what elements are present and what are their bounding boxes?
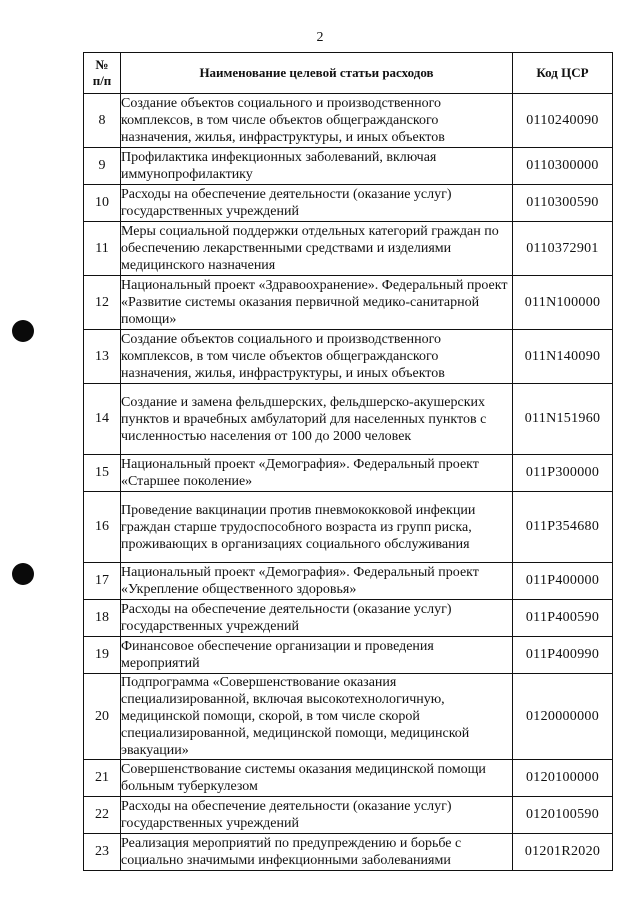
row-name: Создание и замена фельдшерских, фельдшерско-акушерских пунктов и врачебных амбулаторий для населенных пунктов с численностью населения от 100 до 2000 человек — [121, 384, 513, 455]
row-code: 011N151960 — [513, 384, 613, 455]
header-name: Наименование целевой статьи расходов — [121, 53, 513, 94]
row-number: 20 — [84, 674, 121, 760]
table-header-row — [84, 53, 613, 94]
header-code: Код ЦСР — [513, 53, 613, 94]
row-number: 22 — [84, 797, 121, 834]
row-code: 0120100000 — [513, 760, 613, 797]
table-row — [84, 330, 613, 384]
row-code: 01201R2020 — [513, 834, 613, 871]
table-row — [84, 637, 613, 674]
row-code: 011N140090 — [513, 330, 613, 384]
table-row — [84, 384, 613, 455]
table-row — [84, 455, 613, 492]
row-number: 10 — [84, 185, 121, 222]
table-row — [84, 674, 613, 760]
row-code: 0110300590 — [513, 185, 613, 222]
row-code: 011P400990 — [513, 637, 613, 674]
row-name: Подпрограмма «Совершенствование оказания специализированной, включая высокотехнологичную, медицинской помощи, скорой, в том числе скорой специализированной, медицинской помощи, медицинской эвакуации» — [121, 674, 513, 760]
row-number: 12 — [84, 276, 121, 330]
row-code: 0120100590 — [513, 797, 613, 834]
row-number: 17 — [84, 563, 121, 600]
table-row — [84, 600, 613, 637]
row-code: 011P300000 — [513, 455, 613, 492]
row-name: Создание объектов социального и производственного комплексов, в том числе объектов общегражданского назначения, жилья, инфраструктуры, и иных объектов — [121, 330, 513, 384]
row-number: 9 — [84, 148, 121, 185]
row-code: 011P400590 — [513, 600, 613, 637]
row-number: 16 — [84, 492, 121, 563]
punch-hole-mark — [12, 320, 34, 342]
row-number: 15 — [84, 455, 121, 492]
row-number: 21 — [84, 760, 121, 797]
row-number: 14 — [84, 384, 121, 455]
table-row — [84, 797, 613, 834]
row-name: Совершенствование системы оказания медицинской помощи больным туберкулезом — [121, 760, 513, 797]
row-code: 0120000000 — [513, 674, 613, 760]
row-number: 8 — [84, 94, 121, 148]
row-name: Меры социальной поддержки отдельных категорий граждан по обеспечению лекарственными средствами и изделиями медицинского назначения — [121, 222, 513, 276]
table-row — [84, 148, 613, 185]
row-name: Национальный проект «Демография». Федеральный проект «Укрепление общественного здоровья» — [121, 563, 513, 600]
row-name: Расходы на обеспечение деятельности (оказание услуг) государственных учреждений — [121, 797, 513, 834]
row-name: Расходы на обеспечение деятельности (оказание услуг) государственных учреждений — [121, 600, 513, 637]
row-name: Расходы на обеспечение деятельности (оказание услуг) государственных учреждений — [121, 185, 513, 222]
row-name: Финансовое обеспечение организации и проведения мероприятий — [121, 637, 513, 674]
page-number: 2 — [316, 30, 324, 45]
row-name: Реализация мероприятий по предупреждению и борьбе с социально значимыми инфекционными заболеваниями — [121, 834, 513, 871]
row-code: 011N100000 — [513, 276, 613, 330]
row-code: 0110240090 — [513, 94, 613, 148]
expense-items-table — [83, 52, 613, 871]
row-code: 011P354680 — [513, 492, 613, 563]
table-row — [84, 563, 613, 600]
row-name: Профилактика инфекционных заболеваний, включая иммунопрофилактику — [121, 148, 513, 185]
table-row — [84, 185, 613, 222]
row-number: 19 — [84, 637, 121, 674]
row-code: 0110300000 — [513, 148, 613, 185]
row-name: Проведение вакцинации против пневмококковой инфекции граждан старше трудоспособного возраста из групп риска, проживающих в организациях социального обслуживания — [121, 492, 513, 563]
table-row — [84, 834, 613, 871]
row-code: 0110372901 — [513, 222, 613, 276]
table-row — [84, 222, 613, 276]
row-number: 11 — [84, 222, 121, 276]
row-name: Создание объектов социального и производственного комплексов, в том числе объектов общегражданского назначения, жилья, инфраструктуры, и иных объектов — [121, 94, 513, 148]
table-row — [84, 492, 613, 563]
row-number: 13 — [84, 330, 121, 384]
table-row — [84, 760, 613, 797]
table-row — [84, 94, 613, 148]
row-name: Национальный проект «Демография». Федеральный проект «Старшее поколение» — [121, 455, 513, 492]
row-number: 18 — [84, 600, 121, 637]
row-name: Национальный проект «Здравоохранение». Федеральный проект «Развитие системы оказания первичной медико-санитарной помощи» — [121, 276, 513, 330]
header-number: № п/п — [84, 53, 121, 94]
row-code: 011P400000 — [513, 563, 613, 600]
punch-hole-mark — [12, 563, 34, 585]
table-row — [84, 276, 613, 330]
row-number: 23 — [84, 834, 121, 871]
